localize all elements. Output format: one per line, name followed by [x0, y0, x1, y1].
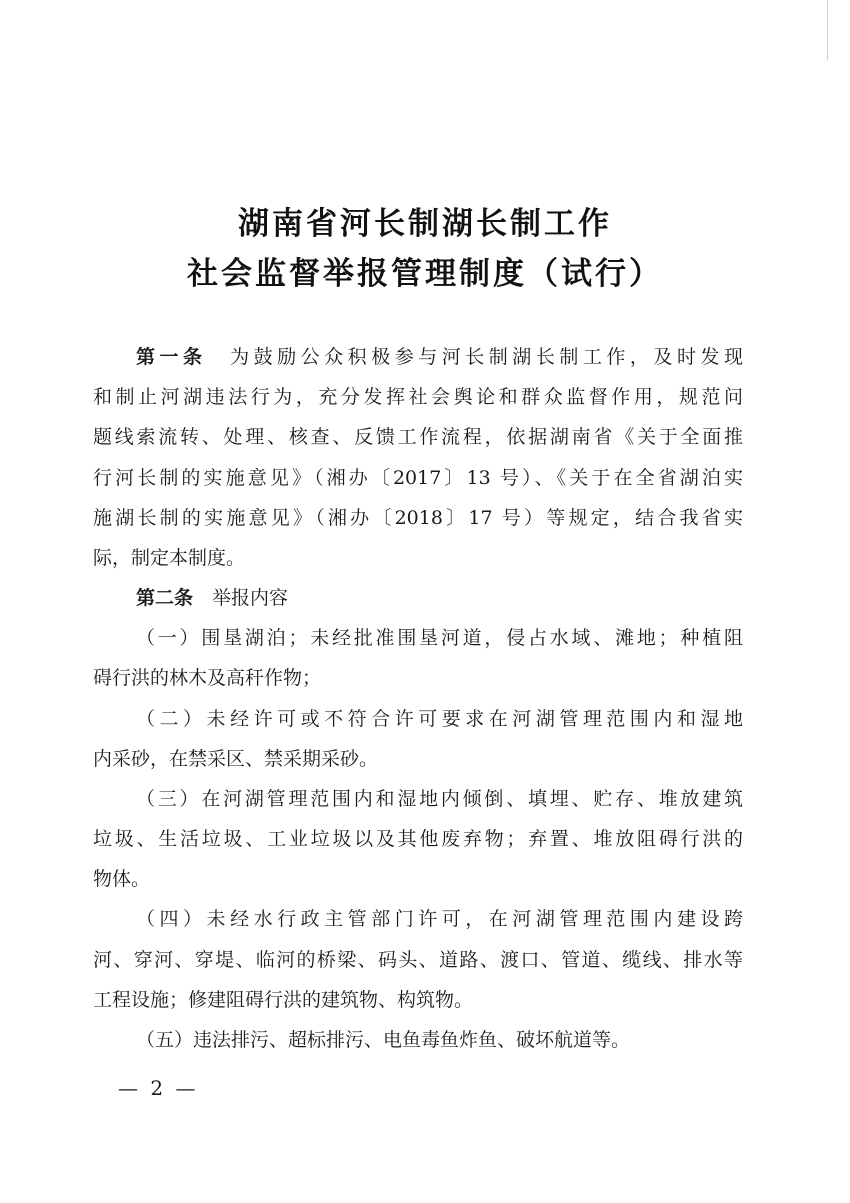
article-1-label: 第一条: [136, 346, 207, 368]
article-1-line-2: 和制止河湖违法行为，充分发挥社会舆论和群众监督作用，规范问: [93, 386, 743, 408]
article-1-text: 为鼓励公众积极参与河长制湖长制工作，及时发现: [230, 346, 743, 368]
article-1-line-4: 行河长制的实施意见》（湘办〔2017〕13 号）、《关于在全省湖泊实: [93, 467, 743, 489]
item-3-line-1: （三）在河湖管理范围内和湿地内倾倒、填埋、贮存、堆放建筑: [136, 788, 743, 810]
item-2-line-2: 内采砂，在禁采区、禁采期采砂。: [93, 748, 379, 770]
item-4-line-2: 河、穿河、穿堤、临河的桥梁、码头、道路、渡口、管道、缆线、排水等: [93, 949, 743, 971]
item-4-line-1: （四）未经水行政主管部门许可，在河湖管理范围内建设跨: [136, 908, 743, 930]
article-2-heading: 举报内容: [212, 587, 289, 609]
item-3-line-2: 垃圾、生活垃圾、工业垃圾以及其他废弃物；弃置、堆放阻碍行洪的: [93, 828, 743, 850]
article-2-label: 第二条: [136, 587, 194, 609]
item-2-line-1: （二）未经许可或不符合许可要求在河湖管理范围内和湿地: [136, 708, 743, 730]
article-1-line-1: [136, 337, 743, 377]
item-5-line-1: （五）违法排污、超标排污、电鱼毒鱼炸鱼、破坏航道等。: [136, 1029, 631, 1051]
document-title-line-2: 社会监督举报管理制度（试行）: [187, 256, 663, 292]
article-1-line-5: 施湖长制的实施意见》（湘办〔2018〕17 号）等规定，结合我省实: [93, 507, 743, 529]
document-title-line-1: 湖南省河长制湖长制工作: [238, 206, 612, 242]
article-2-heading-line: [136, 578, 743, 618]
scan-edge-line: [827, 0, 828, 60]
item-1-line-1: （一）围垦湖泊；未经批准围垦河道，侵占水域、滩地；种植阻: [136, 627, 743, 649]
article-1-line-6: 际，制定本制度。: [93, 547, 246, 569]
item-1-line-2: 碍行洪的林木及高秆作物；: [93, 667, 322, 689]
article-1-line-3: 题线索流转、处理、核查、反馈工作流程，依据湖南省《关于全面推: [93, 426, 743, 448]
item-3-line-3: 物体。: [93, 868, 151, 890]
page-number: — 2 —: [118, 1076, 199, 1100]
item-4-line-3: 工程设施；修建阻碍行洪的建筑物、构筑物。: [93, 989, 474, 1011]
